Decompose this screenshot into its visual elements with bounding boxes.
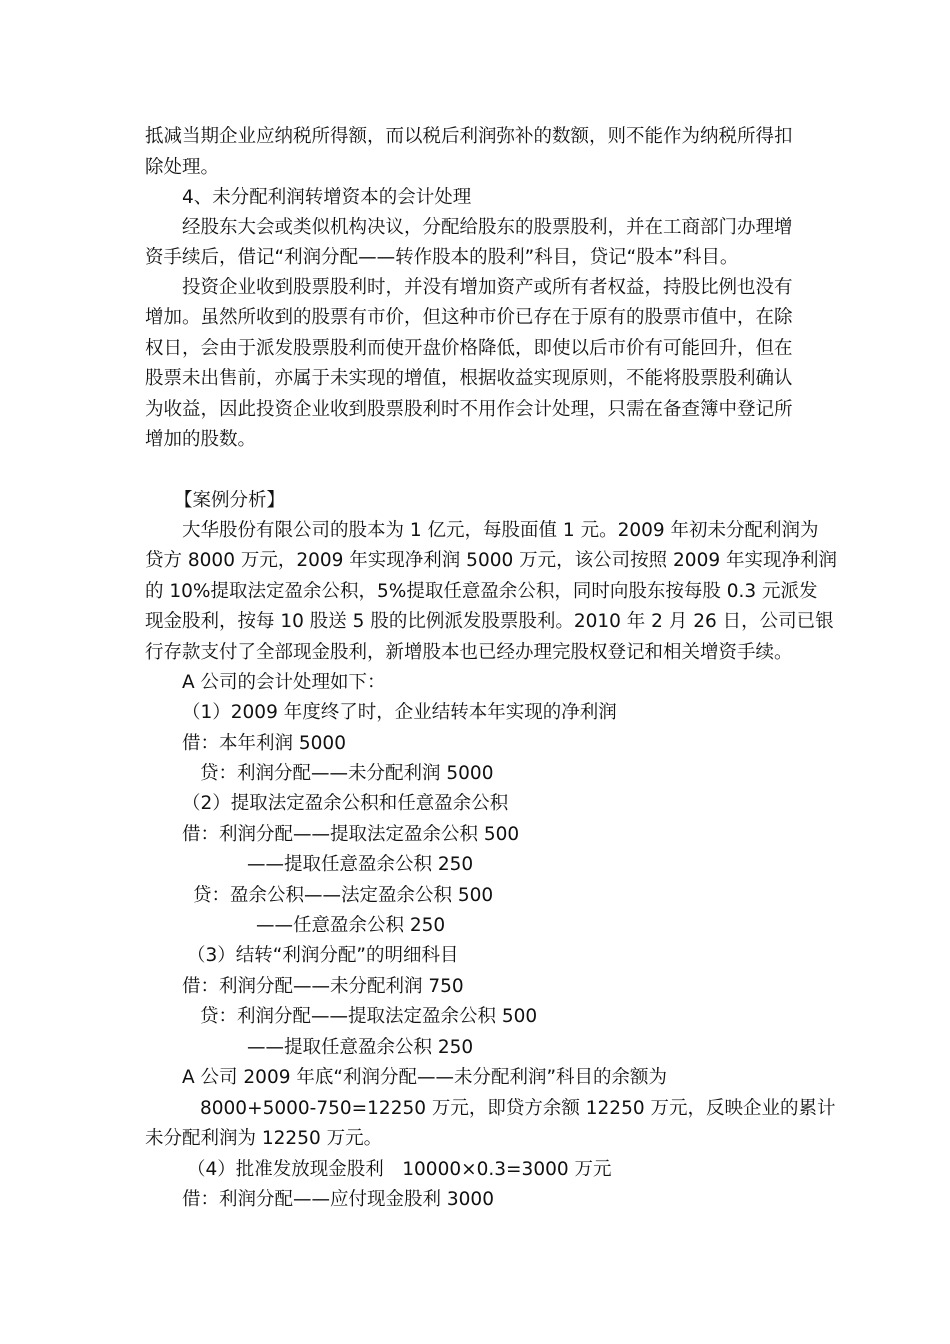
text-line: 经股东大会或类似机构决议，分配给股东的股票股利，并在工商部门办理增 xyxy=(182,217,793,238)
journal-entry-line: 借：利润分配——未分配利润 750 xyxy=(182,976,464,997)
text-line: 权日，会由于派发股票股利而使开盘价格降低，即使以后市价有可能回升，但在 xyxy=(145,338,793,359)
journal-entry-line: 借：利润分配——应付现金股利 3000 xyxy=(182,1189,494,1210)
text-line: （4）批准发放现金股利 10000×0.3=3000 万元 xyxy=(187,1159,612,1180)
text-line: 大华股份有限公司的股本为 1 亿元，每股面值 1 元。2009 年初未分配利润为 xyxy=(182,520,819,541)
journal-entry-line: ——任意盈余公积 250 xyxy=(256,915,446,936)
text-line: A 公司 2009 年底“利润分配——未分配利润”科目的余额为 xyxy=(182,1067,668,1088)
journal-entry-line: 借：利润分配——提取法定盈余公积 500 xyxy=(182,824,520,845)
section-heading: 4、未分配利润转增资本的会计处理 xyxy=(182,187,472,208)
text-line: 8000+5000-750=12250 万元，即贷方余额 12250 万元，反映企业的累计 xyxy=(200,1098,836,1119)
text-line: 增加的股数。 xyxy=(145,429,257,450)
text-line: 投资企业收到股票股利时，并没有增加资产或所有者权益，持股比例也没有 xyxy=(182,277,793,298)
text-line: 现金股利，按每 10 股送 5 股的比例派发股票股利。2010 年 2 月 26 日，公司已银 xyxy=(145,611,834,632)
text-line: A 公司的会计处理如下： xyxy=(182,672,386,693)
text-line: 贷方 8000 万元，2009 年实现净利润 5000 万元，该公司按照 2009 年实现净利润 xyxy=(145,550,837,571)
text-line: 抵减当期企业应纳税所得额，而以税后利润弥补的数额，则不能作为纳税所得扣 xyxy=(145,126,793,147)
journal-entry-line: 贷：利润分配——未分配利润 5000 xyxy=(200,763,494,784)
text-line: 资手续后，借记“利润分配——转作股本的股利”科目，贷记“股本”科目。 xyxy=(145,247,739,268)
journal-entry-line: 贷：利润分配——提取法定盈余公积 500 xyxy=(200,1006,538,1027)
text-line: 除处理。 xyxy=(145,157,220,178)
text-line: （2）提取法定盈余公积和任意盈余公积 xyxy=(182,793,509,814)
text-line: 行存款支付了全部现金股利，新增股本也已经办理完股权登记和相关增资手续。 xyxy=(145,642,793,663)
journal-entry-line: 借：本年利润 5000 xyxy=(182,733,346,754)
text-line: 的 10%提取法定盈余公积，5%提取任意盈余公积，同时向股东按每股 0.3 元派发 xyxy=(145,581,818,602)
journal-entry-line: ——提取任意盈余公积 250 xyxy=(247,854,474,875)
journal-entry-line: 贷：盈余公积——法定盈余公积 500 xyxy=(193,885,494,906)
text-line: （3）结转“利润分配”的明细科目 xyxy=(187,945,459,966)
text-line: 未分配利润为 12250 万元。 xyxy=(145,1128,383,1149)
text-line: 增加。虽然所收到的股票有市价，但这种市价已存在于原有的股票市值中，在除 xyxy=(145,307,793,328)
case-analysis-heading: 【案例分析】 xyxy=(174,490,286,511)
text-line: 股票未出售前，亦属于未实现的增值，根据收益实现原则，不能将股票股利确认 xyxy=(145,368,793,389)
text-line: 为收益，因此投资企业收到股票股利时不用作会计处理，只需在备查簿中登记所 xyxy=(145,399,793,420)
text-line: （1）2009 年度终了时，企业结转本年实现的净利润 xyxy=(182,702,617,723)
journal-entry-line: ——提取任意盈余公积 250 xyxy=(247,1037,474,1058)
